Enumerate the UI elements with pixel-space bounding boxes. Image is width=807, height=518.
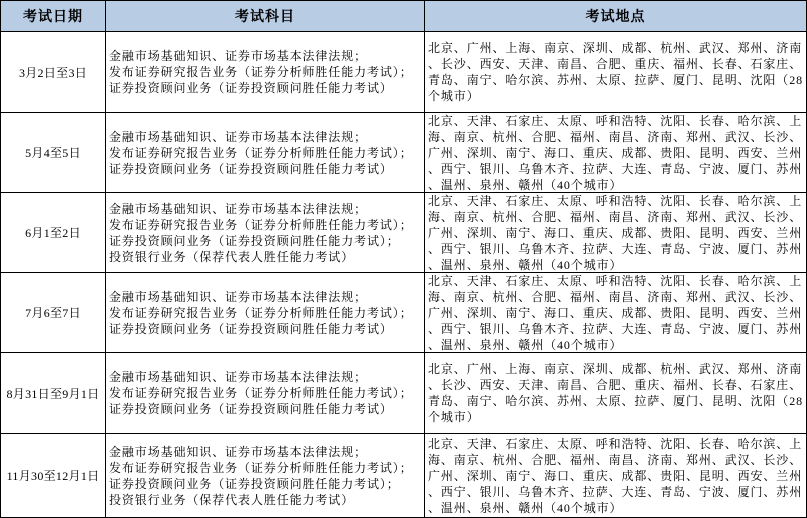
- subject-line: 金融市场基础知识、证券市场基本法律法规；: [109, 201, 368, 216]
- subject-line: 发布证券研究报告业务（证券分析师胜任能力考试）；: [109, 460, 413, 475]
- exam-date-cell: 11月30至12月1日: [1, 434, 106, 518]
- exam-subjects-cell: [106, 353, 425, 434]
- subject-line: 证券投资顾问业务（证券投资顾问胜任能力考试）；: [109, 233, 400, 248]
- header-exam-subjects: 考试科目: [106, 1, 425, 32]
- header-exam-locations: 考试地点: [425, 1, 807, 32]
- subject-line: 证券投资顾问业务（证券投资顾问胜任能力考试）: [109, 161, 393, 176]
- locations-text: 北京、天津、石家庄、太原、呼和浩特、沈阳、长春、哈尔滨、上海、南京、杭州、合肥、福州、南昌、济南、郑州、武汉、长沙、广州、深圳、南宁、海口、重庆、成都、贵阳、昆明、西安、兰州、西宁、银川、乌鲁木齐、拉萨、大连、青岛、宁波、厦门、苏州、温州、泉州、赣州（40个城市）: [428, 113, 803, 192]
- exam-date-cell: 7月6至7日: [1, 273, 106, 353]
- subject-lines: [109, 289, 413, 337]
- exam-locations-cell: [425, 353, 807, 434]
- exam-subjects-cell: [106, 434, 425, 518]
- subject-line: 投资银行业务（保荐代表人胜任能力考试）: [109, 492, 355, 507]
- subject-line: 金融市场基础知识、证券市场基本法律法规；: [109, 129, 368, 144]
- subject-line: 发布证券研究报告业务（证券分析师胜任能力考试）；: [109, 145, 413, 160]
- subject-line: 金融市场基础知识、证券市场基本法律法规；: [109, 444, 368, 459]
- subject-line: 证券投资顾问业务（证券投资顾问胜任能力考试）: [109, 81, 393, 95]
- exam-locations-cell: [425, 273, 807, 353]
- exam-date-cell: 5月4至5日: [1, 113, 106, 193]
- exam-date-cell: 8月31日至9月1日: [1, 353, 106, 434]
- exam-subjects-cell: [106, 273, 425, 353]
- exam-subjects-cell: [106, 32, 425, 113]
- subject-line: 金融市场基础知识、证券市场基本法律法规；: [109, 289, 368, 304]
- exam-locations-cell: [425, 434, 807, 518]
- exam-date-cell: 6月1至2日: [1, 193, 106, 273]
- exam-locations-cell: [425, 193, 807, 273]
- subject-lines: [109, 48, 413, 96]
- subject-line: 证券投资顾问业务（证券投资顾问胜任能力考试）: [109, 402, 393, 416]
- header-exam-date: 考试日期: [1, 1, 106, 32]
- subject-lines: [109, 444, 413, 508]
- subject-line: 金融市场基础知识、证券市场基本法律法规；: [109, 370, 368, 384]
- subject-line: 发布证券研究报告业务（证券分析师胜任能力考试）；: [109, 65, 413, 79]
- exam-locations-cell: [425, 113, 807, 193]
- exam-subjects-cell: [106, 113, 425, 193]
- subject-line: 金融市场基础知识、证券市场基本法律法规；: [109, 49, 368, 63]
- locations-text: 北京、天津、石家庄、太原、呼和浩特、沈阳、长春、哈尔滨、上海、南京、杭州、合肥、福州、南昌、济南、郑州、武汉、长沙、广州、深圳、南宁、海口、重庆、成都、贵阳、昆明、西安、兰州、西宁、银川、乌鲁木齐、拉萨、大连、青岛、宁波、厦门、苏州、温州、泉州、赣州（40个城市）: [428, 193, 803, 272]
- exam-date-cell: 3月2日至3日: [1, 32, 106, 113]
- subject-line: 发布证券研究报告业务（证券分析师胜任能力考试）；: [109, 217, 413, 232]
- subject-lines: [109, 129, 413, 177]
- subject-line: 发布证券研究报告业务（证券分析师胜任能力考试）；: [109, 305, 413, 320]
- exam-subjects-cell: [106, 193, 425, 273]
- subject-line: 投资银行业务（保荐代表人胜任能力考试）: [109, 249, 355, 264]
- locations-text: 北京、广州、上海、南京、深圳、成都、杭州、武汉、郑州、济南、长沙、西安、天津、南昌、合肥、重庆、福州、长春、石家庄、青岛、南宁、哈尔滨、苏州、太原、拉萨、厦门、昆明、沈阳（28个城市）: [428, 362, 804, 424]
- subject-line: 发布证券研究报告业务（证券分析师胜任能力考试）；: [109, 386, 413, 400]
- locations-text: 北京、天津、石家庄、太原、呼和浩特、沈阳、长春、哈尔滨、上海、南京、杭州、合肥、福州、南昌、济南、郑州、武汉、长沙、广州、深圳、南宁、海口、重庆、成都、贵阳、昆明、西安、兰州、西宁、银川、乌鲁木齐、拉萨、大连、青岛、宁波、厦门、苏州、温州、泉州、赣州（40个城市）: [428, 273, 803, 352]
- subject-lines: [109, 201, 413, 265]
- locations-text: 北京、广州、上海、南京、深圳、成都、杭州、武汉、郑州、济南、长沙、西安、天津、南昌、合肥、重庆、福州、长春、石家庄、青岛、南宁、哈尔滨、苏州、太原、拉萨、厦门、昆明、沈阳（28个城市）: [428, 41, 804, 103]
- exam-locations-cell: [425, 32, 807, 113]
- locations-text: 北京、天津、石家庄、太原、呼和浩特、沈阳、长春、哈尔滨、上海、南京、杭州、合肥、福州、南昌、济南、郑州、武汉、长沙、广州、深圳、南宁、海口、重庆、成都、贵阳、昆明、西安、兰州、西宁、银川、乌鲁木齐、拉萨、大连、青岛、宁波、厦门、苏州、温州、泉州、赣州（40个城市）: [428, 436, 803, 515]
- subject-line: 证券投资顾问业务（证券投资顾问胜任能力考试）；: [109, 476, 400, 491]
- subject-lines: [109, 369, 413, 417]
- subject-line: 证券投资顾问业务（证券投资顾问胜任能力考试）: [109, 321, 393, 336]
